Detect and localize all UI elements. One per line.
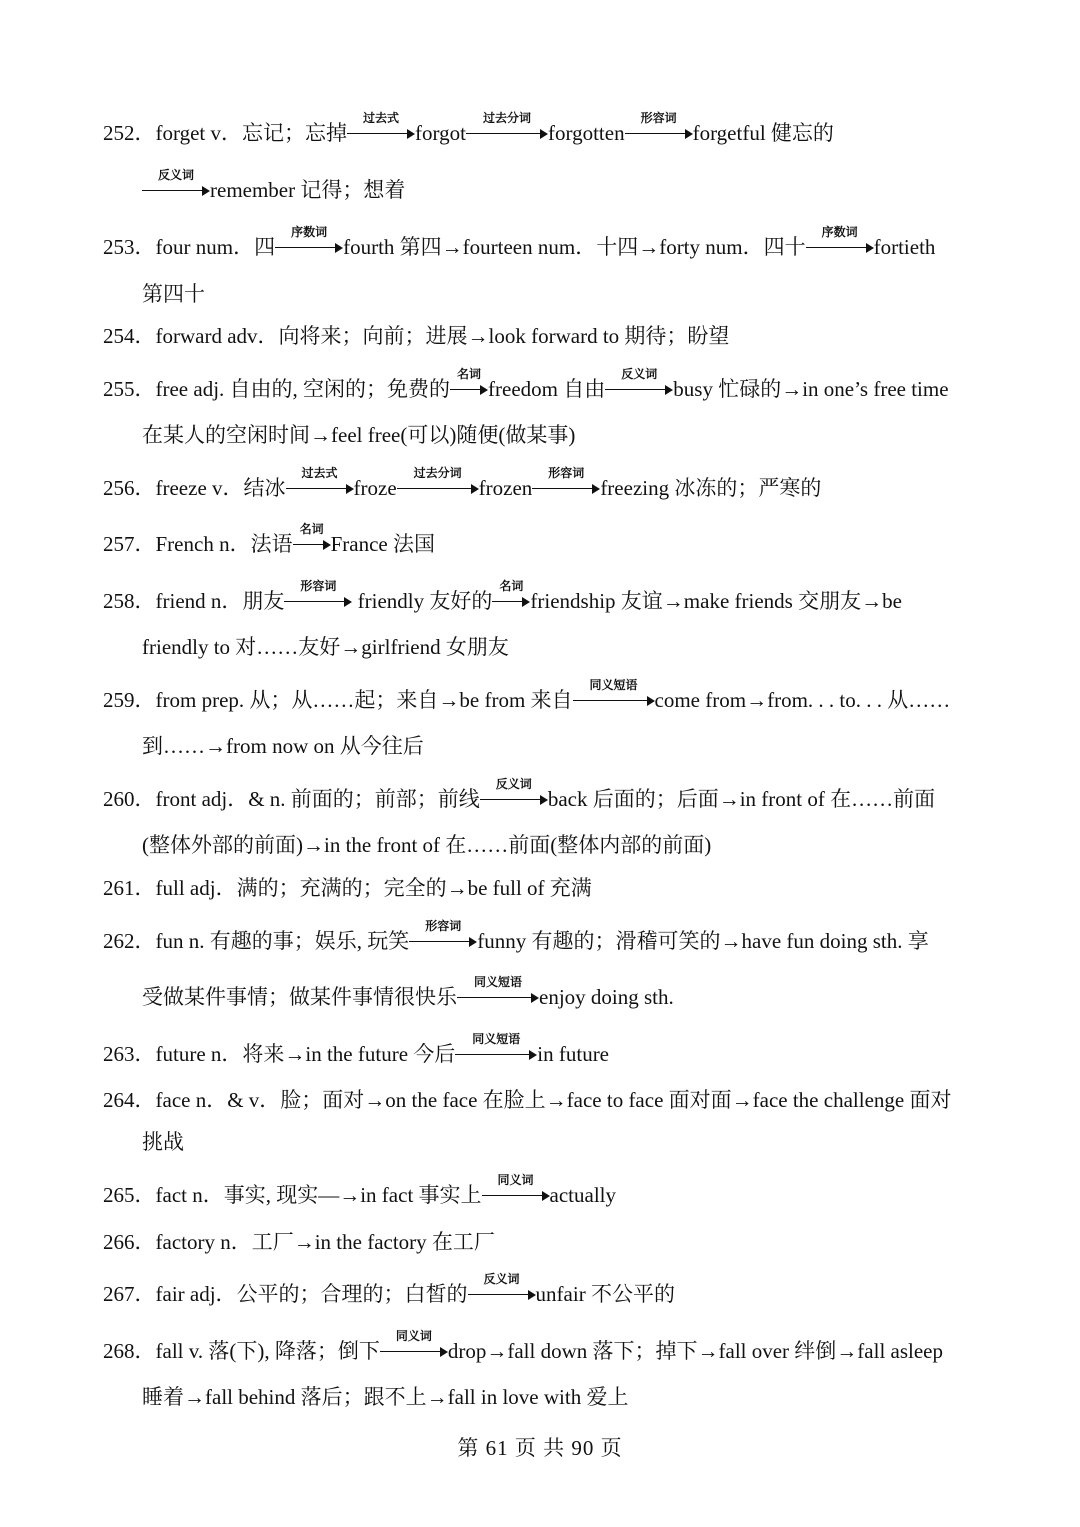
entry-text: enjoy doing sth.: [539, 985, 674, 1009]
entry-continuation-line: [142, 421, 575, 449]
entry-text: drop→fall down 落下；掉下→fall over 绊倒→fall asleep: [447, 1339, 943, 1363]
entry-line: [103, 919, 929, 955]
entry-text: front adj．& n. 前面的；前部；前线: [155, 787, 480, 811]
entry-text: fall v. 落(下), 降落；倒下: [155, 1339, 380, 1363]
arrow-label: 序数词: [291, 225, 328, 239]
entry-text: freedom 自由: [488, 377, 606, 401]
labeled-arrow-icon: [347, 111, 415, 143]
entry-number: 255．: [103, 377, 156, 401]
entry-text: frozen: [478, 476, 533, 500]
entry-line: [103, 111, 834, 147]
arrow-label: 名词: [499, 579, 524, 593]
entry-number: 266．: [103, 1230, 156, 1254]
labeled-arrow-icon: [450, 367, 488, 399]
labeled-arrow-icon: [293, 522, 331, 554]
entry-text: forgetful 健忘的: [692, 121, 834, 145]
entry-text: freezing 冰冻的；严寒的: [600, 476, 822, 500]
page-footer: 第 61 页 共 90 页: [457, 1436, 623, 1460]
entry-text: friendly to 对……友好→girlfriend 女朋友: [142, 635, 509, 659]
labeled-arrow-icon: [532, 466, 600, 498]
entry-text: 在某人的空闲时间→feel free(可以)随便(做某事): [142, 423, 576, 447]
entry-text: future n．将来→in the future 今后: [155, 1042, 456, 1066]
entry-text: forward adv．向将来；向前；进展→look forward to 期待；盼望: [155, 324, 730, 348]
entry-text: 受做某件事情；做某件事情很快乐: [142, 985, 457, 1009]
labeled-arrow-icon: [397, 466, 479, 498]
labeled-arrow-icon: [492, 579, 530, 611]
entry-text: (整体外部的前面)→in the front of 在……前面(整体内部的前面): [142, 833, 712, 857]
entry-text: back 后面的；后面→in front of 在……前面: [547, 787, 936, 811]
arrow-label: 名词: [457, 367, 482, 381]
entry-text: forgotten: [547, 121, 625, 145]
arrow-label: 同义短语: [589, 678, 638, 692]
labeled-arrow-icon: [284, 579, 352, 611]
entry-text: funny 有趣的；滑稽可笑的→have fun doing sth. 享: [477, 929, 929, 953]
entry-text: full adj．满的；充满的；完全的→be full of 充满: [155, 876, 592, 900]
entry-text: forgot: [415, 121, 466, 145]
labeled-arrow-icon: [466, 111, 548, 143]
entry-line: [103, 678, 951, 714]
labeled-arrow-icon: [482, 1173, 550, 1205]
entry-text: actually: [549, 1183, 616, 1207]
arrow-label: 名词: [299, 522, 324, 536]
entry-line: [103, 522, 435, 558]
labeled-arrow-icon: [625, 111, 693, 143]
entry-number: 267．: [103, 1282, 156, 1306]
entry-text: free adj. 自由的, 空闲的；免费的: [155, 377, 451, 401]
entry-text: four num．四: [155, 235, 276, 259]
entry-line: [103, 1228, 495, 1256]
entry-number: 261．: [103, 876, 156, 900]
entry-text: busy 忙碌的→in one’s free time: [673, 377, 949, 401]
arrow-label: 反义词: [495, 777, 532, 791]
arrow-label: 过去分词: [482, 111, 531, 125]
entry-text: remember 记得；想着: [210, 178, 406, 202]
arrow-label: 形容词: [548, 466, 585, 480]
entry-text: freeze v．结冰: [155, 476, 286, 500]
entry-text: fact n．事实, 现实—→in fact 事实上: [155, 1183, 482, 1207]
labeled-arrow-icon: [380, 1329, 448, 1361]
entry-continuation-line: [142, 280, 205, 308]
entry-number: 265．: [103, 1183, 156, 1207]
arrow-label: 形容词: [640, 111, 677, 125]
entry-line: [103, 579, 902, 615]
entry-line: [103, 874, 592, 902]
entry-line: [103, 777, 936, 813]
labeled-arrow-icon: [286, 466, 354, 498]
labeled-arrow-icon: [457, 975, 539, 1007]
entry-number: 252．: [103, 121, 156, 145]
arrow-label: 反义词: [157, 168, 194, 182]
arrow-label: 过去式: [363, 111, 400, 125]
entry-line: [103, 367, 949, 403]
arrow-label: 过去分词: [413, 466, 462, 480]
entry-continuation-line: [142, 732, 424, 760]
arrow-label: 过去式: [301, 466, 338, 480]
entry-number: 254．: [103, 324, 156, 348]
entry-continuation-line: [142, 633, 509, 661]
labeled-arrow-icon: [142, 168, 210, 200]
entry-line: [103, 1032, 610, 1068]
arrow-label: 序数词: [821, 225, 858, 239]
entry-text: fun n. 有趣的事；娱乐, 玩笑: [155, 929, 410, 953]
entry-line: [103, 1329, 943, 1365]
labeled-arrow-icon: [605, 367, 673, 399]
arrow-label: 同义词: [497, 1173, 534, 1187]
entry-text: fair adj．公平的；合理的；白皙的: [155, 1282, 468, 1306]
entry-line: [103, 466, 822, 502]
entry-line: [103, 322, 729, 350]
entry-text: 挑战: [142, 1130, 184, 1154]
entry-text: come from→from. . . to. . . 从……: [654, 688, 951, 712]
entry-line: [103, 225, 936, 261]
entry-continuation-line: [142, 1383, 628, 1411]
labeled-arrow-icon: [455, 1032, 537, 1064]
entry-number: 264．: [103, 1088, 156, 1112]
labeled-arrow-icon: [409, 919, 477, 951]
labeled-arrow-icon: [806, 225, 874, 257]
entry-text: 第四十: [142, 282, 205, 306]
labeled-arrow-icon: [468, 1272, 536, 1304]
entry-number: 262．: [103, 929, 156, 953]
arrow-label: 同义短语: [473, 975, 522, 989]
entry-continuation-line: [142, 975, 674, 1011]
entry-continuation-line: [142, 168, 406, 204]
arrow-label: 形容词: [300, 579, 337, 593]
entry-number: 256．: [103, 476, 156, 500]
entry-text: French n．法语: [155, 532, 293, 556]
arrow-label: 同义短语: [472, 1032, 521, 1046]
arrow-label: 反义词: [621, 367, 658, 381]
entry-number: 260．: [103, 787, 156, 811]
entry-number: 259．: [103, 688, 156, 712]
entry-line: [103, 1272, 675, 1308]
entry-text: unfair 不公平的: [535, 1282, 675, 1306]
entry-text: face n．& v．脸；面对→on the face 在脸上→face to face 面对面→face the challenge 面对: [155, 1088, 952, 1112]
entry-text: friendly 友好的: [352, 589, 493, 613]
entry-text: 到……→from now on 从今往后: [142, 734, 424, 758]
entry-text: fortieth: [873, 235, 936, 259]
entry-continuation-line: [142, 831, 711, 859]
entry-text: friendship 友谊→make friends 交朋友→be: [530, 589, 902, 613]
entry-text: from prep. 从；从……起；来自→be from 来自: [155, 688, 573, 712]
entry-text: froze: [353, 476, 397, 500]
entry-number: 253．: [103, 235, 156, 259]
entry-number: 258．: [103, 589, 156, 613]
entry-continuation-line: [142, 1128, 184, 1156]
labeled-arrow-icon: [275, 225, 343, 257]
entry-line: [103, 1086, 951, 1114]
entry-number: 257．: [103, 532, 156, 556]
entry-line: [103, 1173, 616, 1209]
entry-text: friend n．朋友: [155, 589, 285, 613]
entry-text: fourth 第四→fourteen num．十四→forty num．四十: [343, 235, 806, 259]
entry-text: 睡着→fall behind 落后；跟不上→fall in love with 爱上: [142, 1385, 629, 1409]
labeled-arrow-icon: [480, 777, 548, 809]
arrow-label: 同义词: [395, 1329, 432, 1343]
entry-text: France 法国: [330, 532, 435, 556]
entry-number: 268．: [103, 1339, 156, 1363]
entry-text: forget v．忘记；忘掉: [155, 121, 348, 145]
entry-text: in future: [537, 1042, 610, 1066]
entry-text: factory n．工厂→in the factory 在工厂: [155, 1230, 495, 1254]
arrow-label: 反义词: [483, 1272, 520, 1286]
entry-number: 263．: [103, 1042, 156, 1066]
arrow-label: 形容词: [425, 919, 462, 933]
labeled-arrow-icon: [573, 678, 655, 710]
